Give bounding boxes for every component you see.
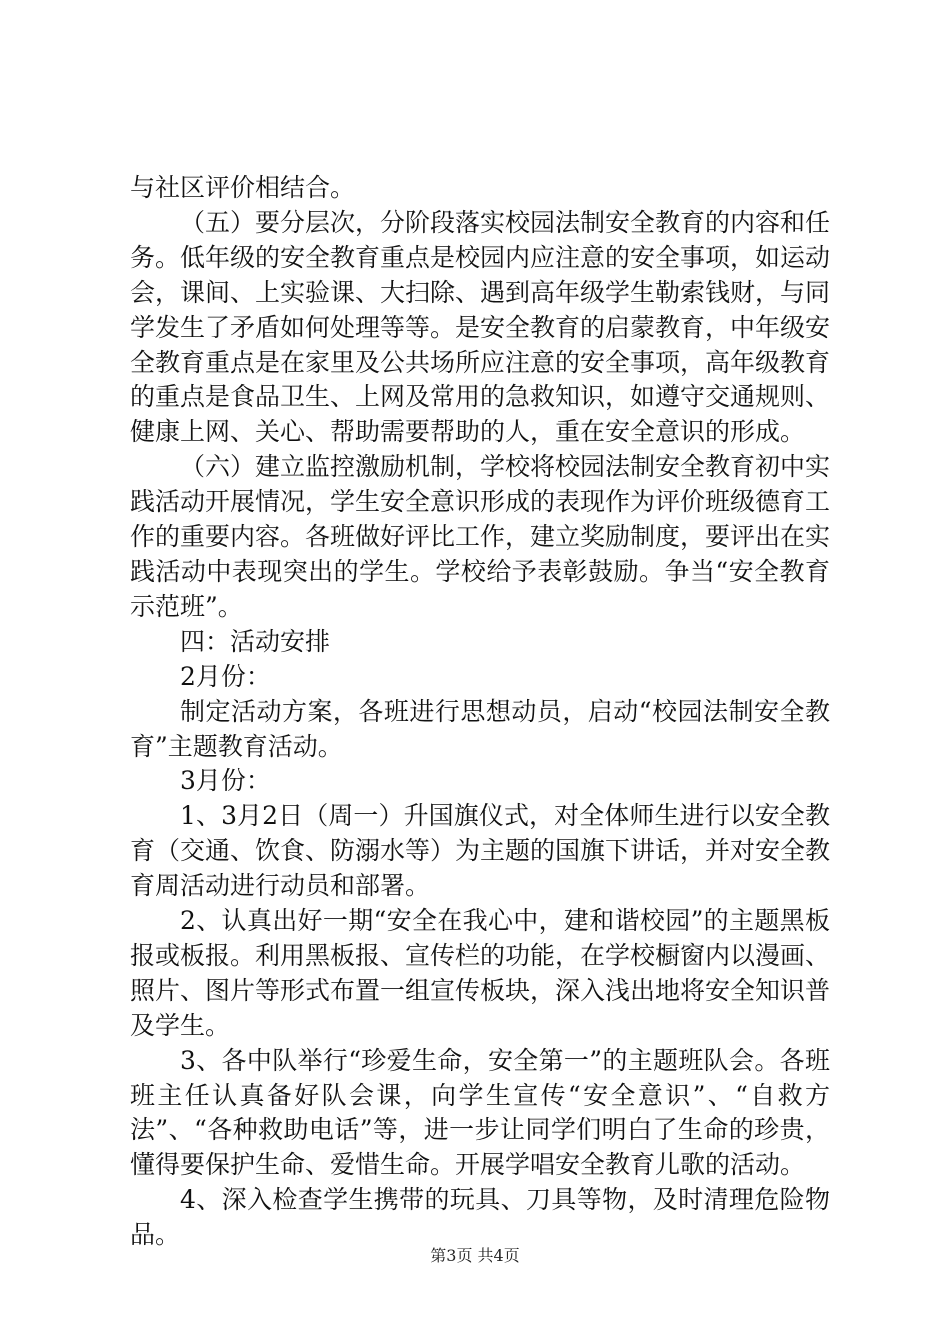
month-heading-march: 3月份：	[180, 766, 271, 796]
paragraph-item-6: （六）建立监控激励机制，学校将校园法制安全教育初中实践活动开展情况，学生安全意识形成的表现作为评价班级德育工作的重要内容。各班做好评比工作，建立奖励制度，要评出在实践活动中表现突出的学生。学校给予表彰鼓励。争当“安全教育示范班”。	[130, 452, 831, 621]
paragraph-march-item-1: 1、3月2日（周一）升国旗仪式，对全体师生进行以安全教育（交通、饮食、防溺水等）为主题的国旗下讲话，并对安全教育周活动进行动员和部署。	[130, 801, 831, 901]
month-heading-february: 2月份：	[180, 661, 271, 691]
document-body	[130, 171, 830, 1253]
paragraph-item-5: （五）要分层次，分阶段落实校园法制安全教育的内容和任务。低年级的安全教育重点是校园内应注意的安全事项，如运动会，课间、上实验课、大扫除、遇到高年级学生勒索钱财，与同学发生了矛盾如何处理等等。是安全教育的启蒙教育，中年级安全教育重点是在家里及公共场所应注意的安全事项，高年级教育的重点是食品卫生、上网及常用的急救知识，如遵守交通规则、健康上网、关心、帮助需要帮助的人，重在安全意识的形成。	[130, 207, 831, 447]
paragraph-march-item-3: 3、各中队举行“珍爱生命，安全第一”的主题班队会。各班班主任认真备好队会课，向学生宣传“安全意识”、“自救方法”、“各种救助电话”等，进一步让同学们明白了生命的珍贵，懂得要保护生命、爱惜生命。开展学唱安全教育儿歌的活动。	[130, 1045, 830, 1180]
paragraph-february-plan: 制定活动方案，各班进行思想动员，启动“校园法制安全教育”主题教育活动。	[130, 696, 830, 761]
paragraph-march-item-2: 2、认真出好一期“安全在我心中，建和谐校园”的主题黑板报或板报。利用黑板报、宣传栏的功能，在学校橱窗内以漫画、照片、图片等形式布置一组宣传板块，深入浅出地将安全知识普及学生。	[130, 906, 831, 1040]
paragraph-continuation: 与社区评价相结合。	[130, 173, 356, 202]
paragraph-march-item-4: 4、深入检查学生携带的玩具、刀具等物，及时清理危险物品。	[130, 1185, 830, 1250]
page-footer: 第3页 共4页	[430, 1246, 520, 1265]
section-heading-activity-schedule: 四：活动安排	[180, 626, 331, 656]
